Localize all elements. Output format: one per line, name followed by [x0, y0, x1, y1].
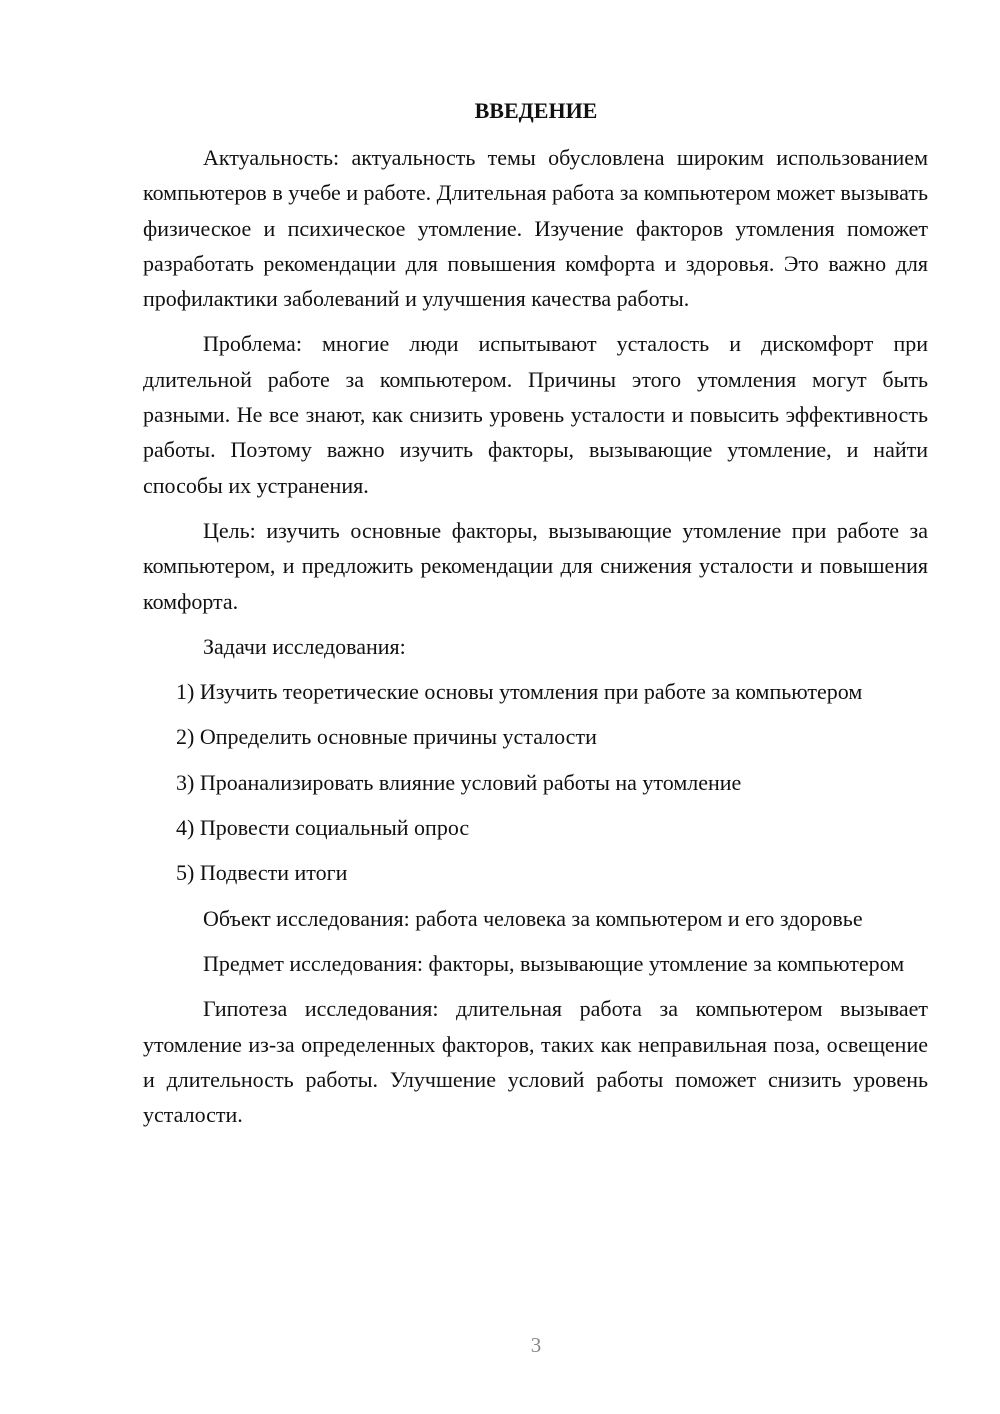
page-number: 3 — [530, 1333, 542, 1357]
page-title: ВВЕДЕНИЕ — [474, 98, 598, 123]
paragraph-subject: Предмет исследования: факторы, вызывающие утомление за компьютером — [203, 950, 905, 976]
paragraph-hypothesis: Гипотеза исследования: длительная работа за компьютером вызывает утомление из-за определенных факторов, таких как неправильная поза, освещение и длительность работы. Улучшение условий работы поможет снизить уровень усталости. — [143, 996, 928, 1128]
paragraph-tasks-heading: Задачи исследования: — [203, 633, 406, 659]
task-item-3: 3) Проанализировать влияние условий работы на утомление — [176, 769, 742, 795]
task-item-2: 2) Определить основные причины усталости — [176, 724, 597, 750]
paragraph-object: Объект исследования: работа человека за компьютером и его здоровье — [203, 905, 863, 931]
paragraph-relevance: Актуальность: актуальность темы обусловлена широким использованием компьютеров в учебе и работе. Длительная работа за компьютером может вызывать физическое и психическое утомление. Изучение факторов утомления поможет разработать рекомендации для повышения комфорта и здоровья. Это важно для профилактики заболеваний и улучшения качества работы. — [143, 145, 928, 312]
paragraph-goal: Цель: изучить основные факторы, вызывающие утомление при работе за компьютером, и предложить рекомендации для снижения усталости и повышения комфорта. — [143, 517, 928, 614]
task-item-5: 5) Подвести итоги — [176, 860, 348, 886]
paragraph-problem: Проблема: многие люди испытывают усталость и дискомфорт при длительной работе за компьютером. Причины этого утомления могут быть разными. Не все знают, как снизить уровень усталости и повысить эффективность работы. Поэтому важно изучить факторы, вызывающие утомление, и найти способы их устранения. — [143, 331, 928, 498]
task-item-4: 4) Провести социальный опрос — [176, 815, 470, 841]
document-body — [143, 140, 928, 1142]
task-item-1: 1) Изучить теоретические основы утомления при работе за компьютером — [176, 679, 863, 705]
